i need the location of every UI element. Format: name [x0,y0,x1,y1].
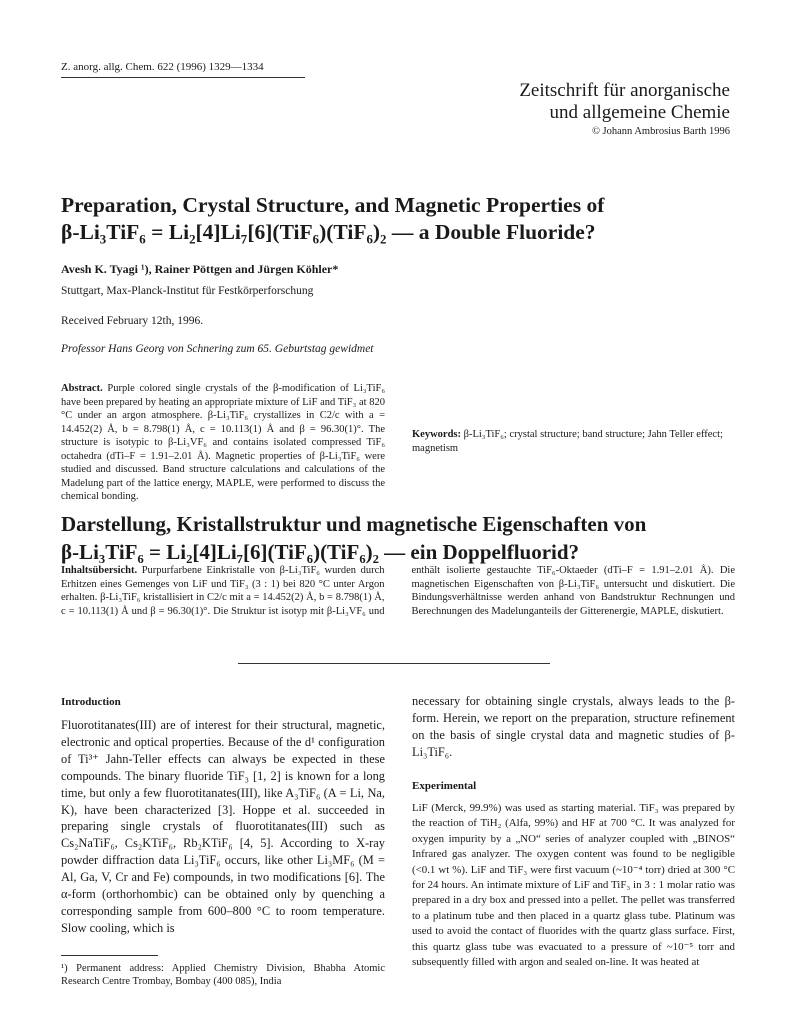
introduction-text: Fluorotitanates(III) are of interest for their structural, magnetic, electronic and optical properties. Because of the d¹ configuration of Ti³⁺ Jahn-Teller effects can always be expected in these compounds. The binary fluoride TiF₃ [1, 2] is known for a long time, but only a few fluorotitanates(III), like A₃TiF₆ (A = Li, Na, K), have been characterized [3]. Hoppe et al. succeeded in preparing single crystals of fluorotitanates(III) such as Cs₂NaTiF₆, Cs₂KTiF₆, Rb₂KTiF₆ [4, 5]. According to X-ray powder diffraction data Li₃TiF₆ occurs, like other Li₃MF₆ (M = Al, Ga, V, Cr and Fe) compounds, in two modifications [6]. The α-form (orthorhombic) can be obtained only by quenching a corresponding sample from 600–800 °C to room temperature. Slow cooling, which is [61,718,385,935]
keywords [412,428,735,455]
article-title-line1: Preparation, Crystal Structure, and Magnetic Properties of [61,193,605,217]
experimental-text: LiF (Merck, 99.9%) was used as starting material. TiF₃ was prepared by the reaction of TiH₂ (Alfa, 99%) and HF at 700 °C. It was analyzed for oxygen impurity by a „NO“ series of analyzer coupled with „BINOS“ Infrared gas analyzer. The oxygen content was found to be negligible (<0.1 wt %). LiF and TiF₃ were first vacuum (~10⁻⁴ torr) dried at 300 °C for 24 hours. An intimate mixture of LiF and TiF₃ in 3 : 1 molar ratio was prepared in a dry box and pressed into a pellet. The pellet was transferred to a platinum tube and then placed in a quartz glass tube. Platinum was used to avoid the contact of fluorides with the quartz glass surface. First, this quartz glass tube was evacuated to a pressure of ~10⁻⁵ torr and subsequently filled with argon and sealed on-line. It was heated at [412,802,735,969]
introduction-heading: Introduction [61,696,121,708]
received-date: Received February 12th, 1996. [61,315,204,327]
abstract-label: Abstract. [61,383,103,394]
abstract-de [61,564,735,618]
footnote-rule [61,955,158,956]
affiliation: Stuttgart, Max-Planck-Institut für Festkörperforschung [61,285,314,297]
citation-rule [61,77,305,78]
abstract-text: Purple colored single crystals of the β-modification of Li₃TiF₆ have been prepared by heating an appropriate mixture of LiF and TiF₃ at 820 °C under an argon atmosphere. β-Li₃TiF₆ crystallizes in C2/c with a = 14.452(2) Å, b = 8.798(1) Å, c = 10.113(1) Å and β = 96.30(1)°. The structure is isotypic to β-Li₃VF₆ and contains isolated compressed TiF₆ octahedra (dTi–F = 1.91–2.01 Å). Magnetic properties of β-Li₃TiF₆ were studied and discussed. Band structure calculations and calculations of the Madelung part of the lattice energy, MAPLE, were performed to discuss the chemical bonding. [61,383,386,502]
introduction-continuation: necessary for obtaining single crystals, always leads to the β-form. Herein, we report on the preparation, structure refinement on the basis of single crystal data and magnetic studies of β-Li₃TiF₆. [412,694,735,759]
german-title-line1: Darstellung, Kristallstruktur und magnetische Eigenschaften von [61,512,647,536]
abstract-de-text: Purpurfarbene Einkristalle von β-Li₃TiF₆ wurden durch Erhitzen eines Gemenges von LiF und TiF₃ (3 : 1) bei 820 °C unter Argon erhalten. β-Li₃TiF₆ kristallisiert in C2/c mit a = 14.452(2) Å, b = 8.798(1) Å, c = 10.113(1) Å und β = 96.30(1)°. Die Struktur ist isotyp mit β-Li₃VF₆ und enthält isolierte gestauchte TiF₆-Oktaeder (dTi–F = 1.91–2.01 Å). Die magnetischen Eigenschaften von β-Li₃TiF₆ untersucht und diskutiert. Die Bindungsverhältnisse werden anhand von Bandstruktur Rechnungen und Berechnungen des Madelunganteils der Gitterenergie, MAPLE, diskutiert. [61,565,735,617]
dedication: Professor Hans Georg von Schnering zum 65. Geburtstag gewidmet [61,343,374,355]
german-title-line2: β-Li₃TiF₆ = Li₂[4]Li₇[6](TiF₆)(TiF₆)₂ — ein Doppelfluorid? [61,540,580,564]
section-divider [238,663,550,664]
journal-citation: Z. anorg. allg. Chem. 622 (1996) 1329—1334 [61,61,264,73]
journal-name [519,80,730,124]
journal-name-line1: Zeitschrift für anorganische [519,80,730,101]
german-title [61,510,741,566]
keywords-label: Keywords: [412,429,461,440]
authors: Avesh K. Tyagi ¹), Rainer Pöttgen and Jürgen Köhler* [61,262,339,276]
article-title [61,192,741,246]
article-title-line2: β-Li₃TiF₆ = Li₂[4]Li₇[6](TiF₆)(TiF₆)₂ — a Double Fluoride? [61,220,596,244]
copyright: © Johann Ambrosius Barth 1996 [591,126,730,137]
experimental-heading: Experimental [412,780,477,792]
abstract-de-label: Inhaltsübersicht. [61,565,138,576]
footnote: ¹) Permanent address: Applied Chemistry Division, Bhabha Atomic Research Centre Trombay, Bombay (400 085), India [61,963,385,988]
keywords-text: β-Li₃TiF₆; crystal structure; band structure; Jahn Teller effect; magnetism [412,429,723,454]
journal-name-line2: und allgemeine Chemie [549,102,730,123]
abstract-en [61,382,385,504]
